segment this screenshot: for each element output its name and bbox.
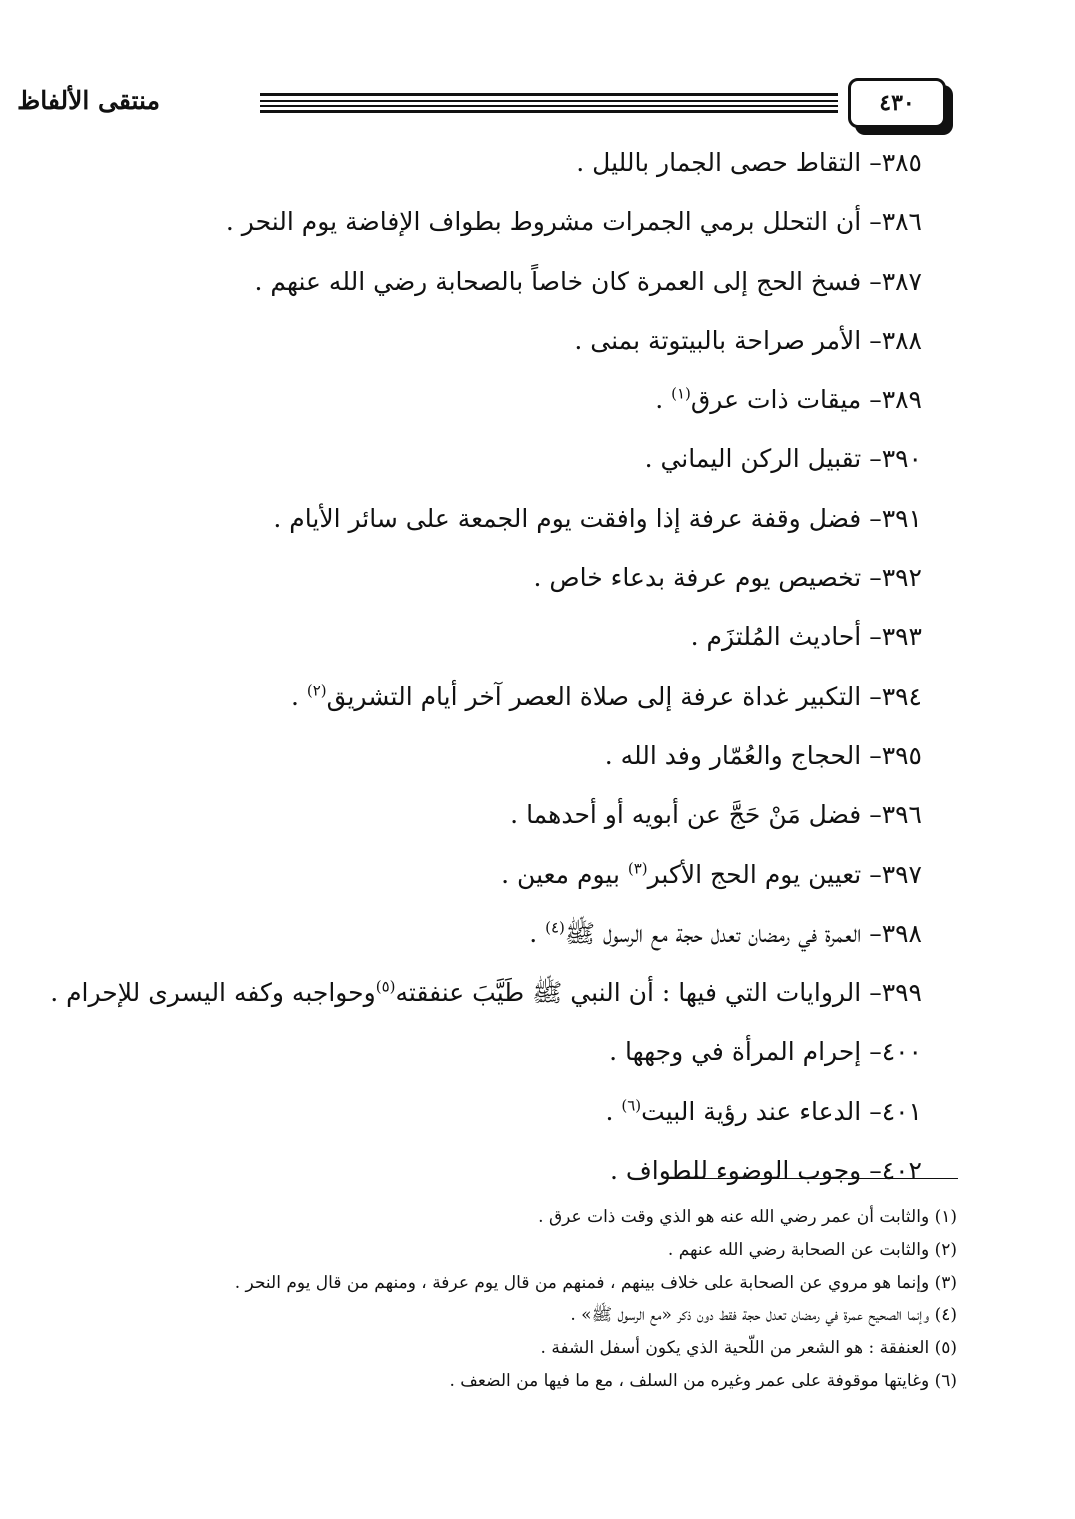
list-item	[50, 860, 922, 919]
footnote-ref: (٢)	[306, 681, 327, 700]
entry-text: ٣٩٦– فضل مَنْ حَجَّ عن أبويه أو أحدهما .	[510, 800, 922, 830]
list-item	[50, 267, 922, 326]
entry-text: ٣٩٨– العمرة في رمضان تعدل حجة مع الرسول ﷺ	[564, 918, 922, 948]
header-rules	[260, 93, 838, 119]
entry-text: ٣٩٣– أحاديث المُلتزَم .	[690, 622, 922, 652]
entries-list	[50, 148, 922, 1215]
entry-text: ٣٨٨– الأمر صراحة بالبيتوتة بمنى .	[574, 325, 922, 355]
page-number: ٤٣٠	[879, 90, 915, 116]
entry-text-after: .	[605, 1096, 622, 1126]
entry-text: ٣٩٢– تخصيص يوم عرفة بدعاء خاص .	[533, 563, 922, 593]
entry-text: ٣٨٥– التقاط حصى الجمار بالليل .	[576, 148, 922, 177]
footnote-ref: (٦)	[621, 1096, 642, 1115]
entry-text-after: بيوم معين .	[501, 859, 628, 889]
entry-text: ٣٩١– فضل وقفة عرفة إذا وافقت يوم الجمعة على سائر الأيام .	[273, 503, 922, 533]
footnote: (٢) والثابت عن الصحابة رضي الله عنهم .	[667, 1239, 957, 1260]
entry-text-after: وحواجبه وكفه اليسرى للإحرام .	[50, 978, 376, 1008]
header-rule-thin	[260, 105, 838, 107]
list-item	[50, 444, 922, 503]
list-item	[50, 919, 922, 978]
header-rule-thick	[260, 93, 838, 96]
list-item	[50, 622, 922, 681]
entry-text: ٤٠٠– إحرام المرأة في وجهها .	[609, 1037, 922, 1067]
list-item	[50, 978, 922, 1037]
page-number-box	[848, 78, 946, 128]
book-title: منتقى الألفاظ	[17, 86, 160, 115]
entry-text: ٤٠٢– وجوب الوضوء للطواف .	[609, 1156, 922, 1186]
entry-text: ٣٩٧– تعيين يوم الحج الأكبر	[647, 859, 922, 889]
entry-text: ٣٩٥– الحجاج والعُمّار وفد الله .	[604, 740, 922, 770]
list-item	[50, 1097, 922, 1156]
entry-text: ٣٩٠– تقبيل الركن اليماني .	[644, 444, 922, 474]
footnote: (٥) العنفقة : هو الشعر من اللّحية الذي يكون أسفل الشفة .	[540, 1338, 957, 1359]
footnote-ref: (٤)	[545, 918, 565, 937]
footnote: (٦) وغايتها موقوفة على عمر وغيره من السلف ، مع ما فيها من الضعف .	[449, 1370, 957, 1391]
footnote-ref: (٥)	[375, 977, 396, 996]
header-rule-thin	[260, 100, 838, 102]
footnotes	[235, 1205, 957, 1402]
entry-text: ٣٩٤– التكبير غداة عرفة إلى صلاة العصر آخر أيام التشريق	[326, 681, 922, 711]
entry-text-after: .	[290, 681, 307, 711]
footnote: (٣) وإنما هو مروي عن الصحابة على خلاف بينهم ، فمنهم من قال يوم عرفة ، ومنهم من قال يوم النحر .	[234, 1272, 957, 1293]
footnote-ref: (١)	[671, 384, 691, 403]
entry-text: ٣٨٦– أن التحلل برمي الجمرات مشروط بطواف الإفاضة يوم النحر .	[225, 207, 922, 237]
list-item	[50, 800, 922, 859]
entry-text-after: .	[655, 385, 672, 415]
entry-text: ٣٨٩– ميقات ذات عرق	[690, 385, 922, 415]
list-item	[50, 326, 922, 385]
entry-text-after: .	[529, 918, 546, 948]
list-item	[50, 563, 922, 622]
list-item	[50, 148, 922, 207]
entry-text: ٤٠١– الدعاء عند رؤية البيت	[641, 1096, 922, 1126]
footnote-ref: (٣)	[627, 859, 648, 878]
footnote: (٤) وإنما الصحيح عمرة في رمضان تعدل حجة فقط دون ذكر «مع الرسول ﷺ» .	[570, 1305, 957, 1326]
list-item	[50, 682, 922, 741]
entry-text: ٣٩٩– الروايات التي فيها : أن النبي ﷺ طَيَّبَ عنفقته	[395, 978, 922, 1008]
page-header	[0, 0, 1075, 140]
list-item	[50, 207, 922, 266]
header-rule-thick	[260, 110, 838, 113]
footnote-separator	[668, 1178, 958, 1179]
list-item	[50, 504, 922, 563]
list-item	[50, 1037, 922, 1096]
list-item	[50, 741, 922, 800]
entry-text: ٣٨٧– فسخ الحج إلى العمرة كان خاصاً بالصحابة رضي الله عنهم .	[254, 266, 922, 296]
list-item	[50, 385, 922, 444]
footnote: (١) والثابت أن عمر رضي الله عنه هو الذي وقت ذات عرق .	[538, 1207, 957, 1227]
